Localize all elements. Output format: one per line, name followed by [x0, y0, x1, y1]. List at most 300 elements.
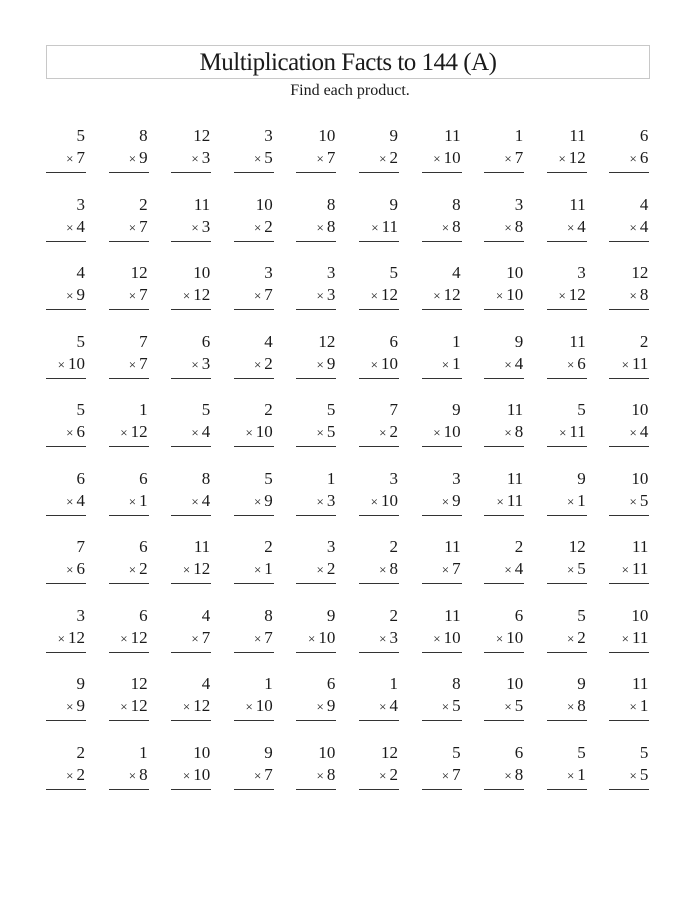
- multiplier-line: [609, 695, 649, 721]
- multiplier: 10: [506, 285, 524, 304]
- multiplier: 2: [389, 148, 398, 167]
- multiplier-line: [547, 558, 587, 584]
- multiplicand: 1: [139, 400, 148, 419]
- multiplier: 9: [264, 490, 273, 510]
- multiplier: 2: [389, 422, 398, 441]
- times-icon: ×: [316, 288, 324, 303]
- times-icon: ×: [128, 562, 137, 577]
- multiplier: 2: [264, 353, 273, 373]
- multiplier: 8: [389, 559, 398, 578]
- multiplicand: 10: [318, 126, 336, 145]
- times-icon: ×: [191, 425, 199, 440]
- multiplier: 12: [381, 285, 398, 304]
- multiplication-problem: [547, 468, 587, 516]
- multiplication-problem: [484, 194, 524, 242]
- multiplicand: 3: [326, 263, 336, 282]
- multiplication-problem: [484, 468, 524, 516]
- multiplication-problem: [422, 742, 462, 790]
- multiplicand: 2: [264, 400, 273, 419]
- multiplication-problem: [46, 536, 86, 584]
- times-icon: ×: [566, 356, 575, 372]
- multiplicand: 11: [506, 400, 524, 419]
- multiplier-line: [547, 764, 587, 790]
- multiplicand: 4: [639, 194, 649, 214]
- multiplier-line: [109, 558, 149, 584]
- multiplier: 7: [452, 764, 461, 784]
- multiplicand: 11: [632, 674, 649, 693]
- times-icon: ×: [629, 767, 637, 783]
- times-icon: ×: [66, 288, 74, 303]
- multiplication-problem: [296, 742, 336, 790]
- times-icon: ×: [629, 699, 637, 714]
- multiplication-problem: [422, 194, 462, 242]
- multiplier: 12: [443, 285, 461, 304]
- multiplication-problem: [359, 125, 399, 173]
- multiplier: 5: [639, 490, 649, 510]
- multiplier-line: [359, 147, 399, 173]
- multiplicand: 3: [264, 126, 273, 145]
- multiplication-problem: [609, 536, 649, 584]
- multiplier: 10: [193, 764, 211, 784]
- multiplication-problem: [609, 742, 649, 790]
- multiplier: 3: [201, 148, 211, 167]
- multiplication-problem: [46, 399, 86, 447]
- multiplier-line: [359, 695, 399, 721]
- multiplier-line: [422, 490, 462, 516]
- multiplicand: 11: [193, 537, 211, 556]
- times-icon: ×: [504, 562, 512, 577]
- multiplier-line: [609, 764, 649, 790]
- times-icon: ×: [191, 151, 199, 166]
- multiplicand: 6: [139, 468, 148, 488]
- multiplier-line: [109, 216, 149, 242]
- multiplicand: 8: [452, 194, 461, 214]
- times-icon: ×: [316, 219, 324, 235]
- times-icon: ×: [128, 767, 137, 783]
- times-icon: ×: [120, 630, 128, 646]
- multiplier-line: [234, 147, 274, 173]
- multiplication-problem: [109, 331, 149, 379]
- times-icon: ×: [182, 288, 191, 303]
- multiplier-line: [422, 216, 462, 242]
- multiplier: 10: [443, 627, 461, 647]
- times-icon: ×: [629, 493, 637, 509]
- multiplier: 7: [264, 627, 273, 647]
- multiplier-line: [422, 764, 462, 790]
- multiplicand: 12: [318, 331, 336, 351]
- multiplier-line: [609, 147, 649, 173]
- multiplier-line: [359, 490, 399, 516]
- multiplier: 7: [264, 764, 273, 784]
- multiplier: 12: [568, 285, 586, 304]
- multiplication-problem: [359, 399, 399, 447]
- multiplication-problem: [422, 468, 462, 516]
- multiplier: 6: [577, 353, 586, 373]
- times-icon: ×: [379, 151, 387, 166]
- multiplicand: 12: [130, 674, 148, 693]
- multiplier: 4: [201, 490, 211, 510]
- times-icon: ×: [504, 219, 512, 235]
- multiplier-line: [46, 421, 86, 447]
- multiplier: 12: [130, 422, 148, 441]
- multiplication-problem: [547, 125, 587, 173]
- times-icon: ×: [566, 630, 575, 646]
- multiplication-problem: [484, 742, 524, 790]
- multiplicand: 11: [506, 468, 524, 488]
- times-icon: ×: [66, 151, 74, 166]
- multiplicand: 11: [444, 537, 461, 556]
- multiplier: 1: [639, 696, 649, 715]
- multiplier: 7: [139, 353, 148, 373]
- times-icon: ×: [371, 219, 379, 235]
- multiplier-line: [171, 627, 211, 653]
- multiplication-problem: [234, 331, 274, 379]
- multiplier-line: [296, 284, 336, 310]
- multiplication-problem: [296, 125, 336, 173]
- multiplication-problem: [46, 262, 86, 310]
- multiplier: 10: [443, 422, 461, 441]
- times-icon: ×: [120, 425, 128, 440]
- multiplier: 10: [381, 353, 398, 373]
- times-icon: ×: [66, 425, 74, 440]
- multiplier-line: [171, 216, 211, 242]
- multiplier: 10: [68, 353, 85, 373]
- multiplier: 11: [632, 627, 649, 647]
- times-icon: ×: [566, 562, 575, 577]
- multiplier-line: [46, 147, 86, 173]
- multiplier-line: [609, 490, 649, 516]
- multiplication-problem: [234, 742, 274, 790]
- multiplication-problem: [109, 125, 149, 173]
- multiplier-line: [547, 627, 587, 653]
- multiplication-problem: [359, 468, 399, 516]
- multiplier-line: [484, 627, 524, 653]
- multiplier: 10: [506, 627, 524, 647]
- multiplier: 1: [577, 764, 586, 784]
- multiplicand: 1: [389, 674, 398, 693]
- multiplier-line: [484, 216, 524, 242]
- times-icon: ×: [128, 288, 137, 303]
- multiplication-problem: [109, 742, 149, 790]
- multiplier: 3: [389, 627, 398, 647]
- multiplicand: 1: [264, 674, 273, 693]
- multiplier-line: [484, 284, 524, 310]
- multiplier: 5: [264, 148, 273, 167]
- multiplicand: 10: [318, 742, 336, 762]
- multiplication-problem: [296, 468, 336, 516]
- times-icon: ×: [253, 356, 262, 372]
- multiplier-line: [422, 695, 462, 721]
- multiplier: 10: [443, 148, 461, 167]
- multiplier-line: [109, 284, 149, 310]
- multiplication-problem: [609, 262, 649, 310]
- times-icon: ×: [629, 151, 637, 166]
- multiplicand: 10: [506, 674, 524, 693]
- multiplier: 4: [514, 559, 524, 578]
- times-icon: ×: [245, 425, 253, 440]
- times-icon: ×: [379, 630, 387, 646]
- multiplication-problem: [547, 605, 587, 653]
- times-icon: ×: [66, 493, 74, 509]
- multiplication-problem: [171, 605, 211, 653]
- multiplication-problem: [171, 673, 211, 721]
- multiplication-problem: [296, 536, 336, 584]
- times-icon: ×: [182, 767, 191, 783]
- multiplicand: 5: [577, 400, 586, 419]
- multiplier: 11: [569, 422, 586, 441]
- times-icon: ×: [57, 356, 65, 372]
- multiplier-line: [609, 284, 649, 310]
- times-icon: ×: [433, 630, 441, 646]
- times-icon: ×: [621, 630, 630, 646]
- multiplier-line: [296, 421, 336, 447]
- times-icon: ×: [433, 288, 441, 303]
- multiplier: 8: [514, 216, 524, 236]
- multiplier: 9: [139, 148, 148, 167]
- multiplier-line: [296, 353, 336, 379]
- multiplier-line: [422, 147, 462, 173]
- multiplication-problem: [234, 673, 274, 721]
- times-icon: ×: [316, 767, 324, 783]
- problem-row: [46, 125, 656, 185]
- multiplier-line: [109, 353, 149, 379]
- multiplication-problem: [109, 194, 149, 242]
- multiplicand: 4: [76, 263, 85, 282]
- times-icon: ×: [433, 425, 441, 440]
- multiplication-problem: [296, 262, 336, 310]
- multiplier-line: [234, 353, 274, 379]
- multiplier-line: [547, 695, 587, 721]
- multiplier-line: [234, 284, 274, 310]
- multiplication-problem: [296, 331, 336, 379]
- multiplier: 4: [639, 216, 649, 236]
- multiplicand: 9: [264, 742, 273, 762]
- multiplier-line: [234, 490, 274, 516]
- multiplier: 12: [193, 696, 211, 715]
- times-icon: ×: [182, 562, 191, 577]
- multiplier: 3: [326, 490, 336, 510]
- multiplication-problem: [422, 331, 462, 379]
- multiplicand: 11: [569, 331, 586, 351]
- multiplier: 7: [76, 148, 85, 167]
- multiplication-problem: [296, 194, 336, 242]
- times-icon: ×: [495, 288, 504, 303]
- multiplier-line: [171, 421, 211, 447]
- multiplicand: 5: [452, 742, 461, 762]
- multiplier-line: [547, 490, 587, 516]
- multiplication-problem: [234, 262, 274, 310]
- multiplication-problem: [46, 331, 86, 379]
- multiplication-problem: [359, 262, 399, 310]
- times-icon: ×: [253, 493, 262, 509]
- multiplier: 8: [514, 422, 524, 441]
- multiplier-line: [609, 421, 649, 447]
- multiplier: 6: [76, 559, 85, 578]
- multiplication-problem: [609, 468, 649, 516]
- multiplication-problem: [422, 673, 462, 721]
- times-icon: ×: [629, 288, 637, 303]
- multiplicand: 10: [631, 605, 649, 625]
- problem-row: [46, 605, 656, 665]
- multiplication-problem: [547, 742, 587, 790]
- problem-row: [46, 673, 656, 733]
- multiplicand: 5: [577, 742, 586, 762]
- multiplier-line: [296, 558, 336, 584]
- multiplication-problem: [359, 605, 399, 653]
- multiplier: 10: [318, 627, 336, 647]
- times-icon: ×: [504, 151, 512, 166]
- multiplication-problem: [484, 605, 524, 653]
- multiplicand: 11: [632, 537, 649, 556]
- multiplicand: 11: [569, 194, 586, 214]
- multiplier-line: [422, 353, 462, 379]
- multiplicand: 6: [139, 537, 148, 556]
- multiplier-line: [46, 627, 86, 653]
- multiplicand: 8: [139, 126, 148, 145]
- multiplier: 5: [452, 696, 461, 715]
- multiplication-problem: [422, 605, 462, 653]
- multiplier-line: [359, 558, 399, 584]
- multiplier: 4: [639, 422, 649, 441]
- multiplication-problem: [609, 125, 649, 173]
- times-icon: ×: [120, 699, 128, 714]
- multiplier-line: [296, 147, 336, 173]
- multiplier-line: [547, 353, 587, 379]
- multiplier: 9: [76, 285, 85, 304]
- multiplicand: 5: [639, 742, 649, 762]
- times-icon: ×: [621, 356, 630, 372]
- multiplicand: 6: [76, 468, 85, 488]
- multiplication-problem: [234, 125, 274, 173]
- multiplicand: 10: [255, 194, 273, 214]
- times-icon: ×: [504, 699, 512, 714]
- multiplicand: 10: [631, 400, 649, 419]
- multiplier: 12: [130, 627, 148, 647]
- multiplier: 8: [452, 216, 461, 236]
- multiplier-line: [484, 353, 524, 379]
- times-icon: ×: [433, 151, 441, 166]
- multiplicand: 7: [139, 331, 148, 351]
- multiplier-line: [109, 490, 149, 516]
- multiplicand: 6: [514, 742, 524, 762]
- multiplier-line: [296, 764, 336, 790]
- multiplication-problem: [609, 399, 649, 447]
- multiplication-problem: [484, 331, 524, 379]
- multiplicand: 12: [381, 742, 398, 762]
- times-icon: ×: [128, 151, 137, 166]
- times-icon: ×: [316, 493, 324, 509]
- multiplier: 4: [76, 490, 85, 510]
- multiplier-line: [171, 284, 211, 310]
- multiplication-problem: [171, 399, 211, 447]
- multiplicand: 3: [76, 194, 85, 214]
- multiplier-line: [359, 353, 399, 379]
- times-icon: ×: [441, 767, 450, 783]
- multiplier: 3: [326, 285, 336, 304]
- multiplier: 4: [76, 216, 85, 236]
- multiplicand: 12: [193, 126, 211, 145]
- multiplier-line: [46, 695, 86, 721]
- times-icon: ×: [182, 699, 191, 714]
- multiplication-problem: [171, 194, 211, 242]
- multiplicand: 5: [201, 400, 211, 419]
- multiplier-line: [296, 490, 336, 516]
- multiplicand: 6: [326, 674, 336, 693]
- multiplication-problem: [171, 125, 211, 173]
- multiplication-problem: [46, 742, 86, 790]
- times-icon: ×: [66, 219, 74, 235]
- multiplication-problem: [46, 194, 86, 242]
- multiplier-line: [171, 490, 211, 516]
- multiplication-problem: [422, 536, 462, 584]
- multiplier: 10: [255, 696, 273, 715]
- multiplicand: 6: [389, 331, 398, 351]
- times-icon: ×: [308, 630, 316, 646]
- multiplicand: 4: [201, 605, 211, 625]
- multiplication-problem: [609, 194, 649, 242]
- multiplicand: 9: [76, 674, 85, 693]
- multiplier-line: [484, 147, 524, 173]
- multiplicand: 5: [76, 400, 85, 419]
- instructions: Find each product.: [290, 82, 410, 99]
- multiplier: 4: [201, 422, 211, 441]
- multiplier-line: [46, 764, 86, 790]
- multiplier-line: [484, 764, 524, 790]
- multiplier: 4: [514, 353, 524, 373]
- multiplier: 9: [326, 696, 336, 715]
- multiplier-line: [296, 216, 336, 242]
- multiplier-line: [422, 558, 462, 584]
- multiplication-problem: [484, 673, 524, 721]
- multiplication-problem: [234, 399, 274, 447]
- multiplication-problem: [109, 536, 149, 584]
- times-icon: ×: [566, 493, 575, 509]
- multiplicand: 2: [514, 537, 524, 556]
- multiplicand: 1: [139, 742, 148, 762]
- problem-row: [46, 399, 656, 459]
- times-icon: ×: [558, 288, 566, 303]
- multiplication-problem: [171, 262, 211, 310]
- multiplication-problem: [484, 262, 524, 310]
- multiplicand: 3: [326, 537, 336, 556]
- times-icon: ×: [191, 356, 199, 372]
- times-icon: ×: [253, 767, 262, 783]
- times-icon: ×: [441, 219, 450, 235]
- multiplication-problem: [359, 194, 399, 242]
- multiplier-line: [234, 558, 274, 584]
- multiplier-line: [359, 421, 399, 447]
- multiplication-problem: [484, 399, 524, 447]
- times-icon: ×: [566, 767, 575, 783]
- multiplier: 2: [326, 559, 336, 578]
- multiplicand: 11: [444, 126, 461, 145]
- multiplier: 12: [568, 148, 586, 167]
- multiplier: 2: [264, 216, 273, 236]
- multiplier: 7: [264, 285, 273, 304]
- times-icon: ×: [370, 356, 378, 372]
- multiplicand: 2: [389, 537, 398, 556]
- multiplicand: 10: [506, 263, 524, 282]
- multiplier: 12: [193, 559, 211, 578]
- times-icon: ×: [253, 219, 262, 235]
- multiplier: 2: [139, 559, 148, 578]
- multiplicand: 2: [139, 194, 148, 214]
- multiplier: 7: [326, 148, 336, 167]
- times-icon: ×: [504, 425, 512, 440]
- multiplier: 9: [326, 353, 336, 373]
- multiplicand: 9: [514, 331, 524, 351]
- multiplicand: 5: [389, 263, 398, 282]
